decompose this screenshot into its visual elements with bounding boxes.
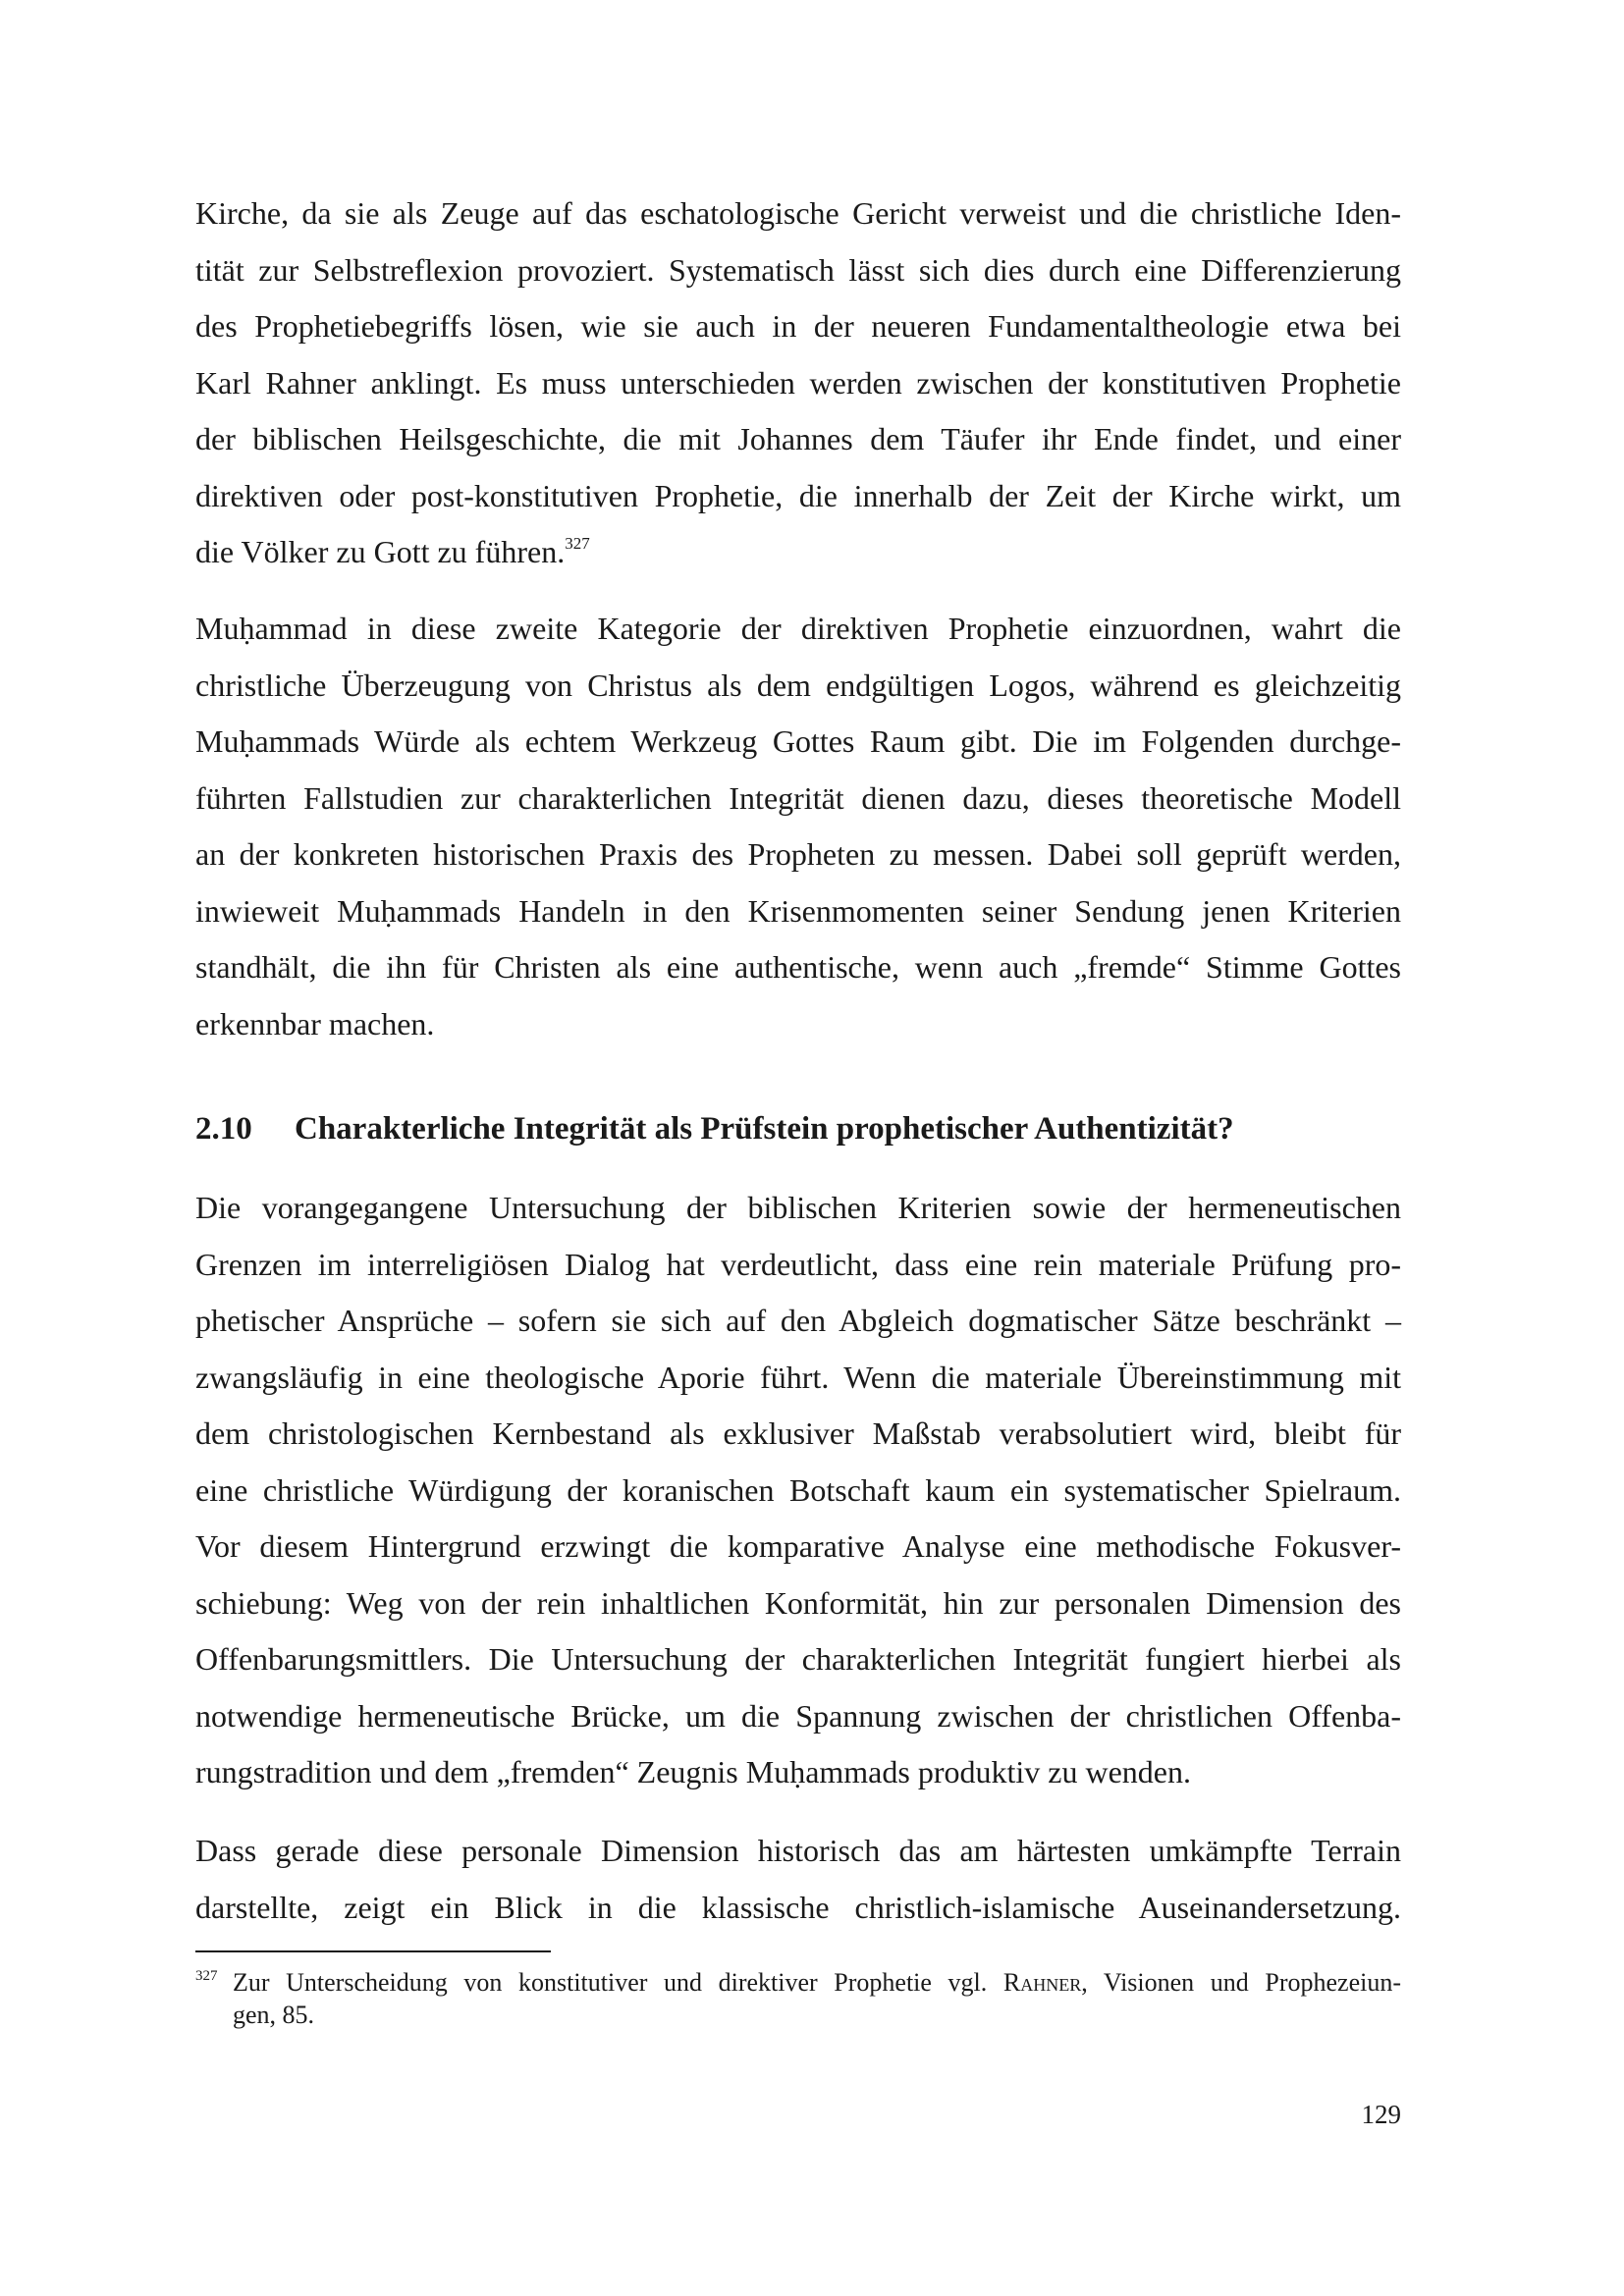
paragraph-4 [195, 1823, 1401, 1936]
text-line: Dass gerade diese personale Dimension historisch das am härtesten umkämpfte Terrain [195, 1833, 1401, 1868]
text-line: Vor diesem Hintergrund erzwingt die komparative Analyse eine methodische Fokusver- [195, 1528, 1401, 1564]
text-line: phetischer Ansprüche – sofern sie sich auf den Abgleich dogmatischer Sätze beschränkt – [195, 1303, 1401, 1338]
text-line: Muḥammad in diese zweite Kategorie der direktiven Prophetie einzuordnen, wahrt die [195, 611, 1401, 646]
text-line: tität zur Selbstreflexion provoziert. Systematisch lässt sich dies durch eine Differenzierung [195, 251, 1401, 288]
text-line: Kirche, da sie als Zeuge auf das eschatologische Gericht verweist und die christliche Iden- [195, 195, 1401, 231]
footnote [195, 1966, 1401, 2031]
section-heading [195, 1111, 1401, 1148]
section-title: Charakterliche Integrität als Prüfstein prophetischer Authentizität? [295, 1111, 1234, 1147]
text-line: Muḥammads Würde als echtem Werkzeug Gottes Raum gibt. Die im Folgenden durchge- [195, 723, 1401, 759]
text-line: Grenzen im interreligiösen Dialog hat verdeutlicht, dass eine rein materiale Prüfung pro- [195, 1246, 1401, 1282]
footnote-mark: 327 [195, 1968, 218, 1984]
text-line: eine christliche Würdigung der koranischen Botschaft kaum ein systematischer Spielraum. [195, 1471, 1401, 1508]
page-number: 129 [1361, 2100, 1401, 2129]
footnote-line: gen, 85. [233, 2001, 315, 2029]
text-line: der biblischen Heilsgeschichte, die mit Johannes dem Täufer ihr Ende findet, und einer [195, 421, 1401, 456]
paragraph-1 [195, 186, 1401, 581]
paragraph-2 [195, 601, 1401, 1052]
text-line: des Prophetiebegriffs lösen, wie sie auch in der neueren Fundamentaltheologie etwa bei [195, 308, 1401, 344]
text-line: Offenbarungsmittlers. Die Untersuchung der charakterlichen Integrität fungiert hierbei als [195, 1641, 1401, 1677]
text-line: zwangsläufig in eine theologische Aporie führt. Wenn die materiale Übereinstimmung mit [195, 1359, 1401, 1395]
footnote-author: Rahner [1002, 1968, 1082, 1997]
text-line: dem christologischen Kernbestand als exklusiver Maßstab verabsolutiert wird, bleibt für [195, 1415, 1401, 1451]
text-line: direktiven oder post-konstitutiven Prophetie, die innerhalb der Zeit der Kirche wirkt, um [195, 477, 1401, 513]
paragraph-3 [195, 1180, 1401, 1801]
text-line-content: die Völker zu Gott zu führen. [195, 534, 566, 569]
text-line: notwendige hermeneutische Brücke, um die Spannung zwischen der christlichen Offenba- [195, 1697, 1401, 1734]
text-line: an der konkreten historischen Praxis des Propheten zu messen. Dabei soll geprüft werden, [195, 836, 1401, 872]
text-line: schiebung: Weg von der rein inhaltlichen Konformität, hin zur personalen Dimension des [195, 1584, 1401, 1621]
footnote-line [233, 1966, 1401, 1999]
text-line: standhält, die ihn für Christen als eine authentische, wenn auch „fremde“ Stimme Gottes [195, 949, 1401, 985]
text-line: christliche Überzeugung von Christus als dem endgültigen Logos, während es gleichzeitig [195, 667, 1401, 703]
text-line: führten Fallstudien zur charakterlichen Integrität dienen dazu, dieses theoretische Modell [195, 779, 1401, 816]
text-line [195, 524, 1401, 581]
footnote-separator [195, 1950, 551, 1952]
text-line: darstellte, zeigt ein Blick in die klassische christlich-islamische Auseinandersetzung. [195, 1889, 1401, 1925]
text-line: rungstradition und dem „fremden“ Zeugnis Muḥammads produktiv zu wenden. [195, 1754, 1191, 1789]
text-line: erkennbar machen. [195, 1005, 435, 1041]
section-number: 2.10 [195, 1111, 252, 1147]
footnote-text: , Visionen und Prophezeiun- [1081, 1968, 1402, 1997]
text-line: Karl Rahner anklingt. Es muss unterschieden werden zwischen der konstitutiven Prophetie [195, 364, 1401, 400]
footnote-reference[interactable]: 327 [565, 534, 590, 553]
text-line: inwieweit Muḥammads Handeln in den Krisenmomenten seiner Sendung jenen Kriterien [195, 892, 1401, 929]
footnote-text: Zur Unterscheidung von konstitutiver und direktiver Prophetie vgl. [233, 1968, 1003, 1997]
footnote-body [233, 1966, 1401, 2031]
text-line: Die vorangegangene Untersuchung der biblischen Kriterien sowie der hermeneutischen [195, 1190, 1401, 1225]
